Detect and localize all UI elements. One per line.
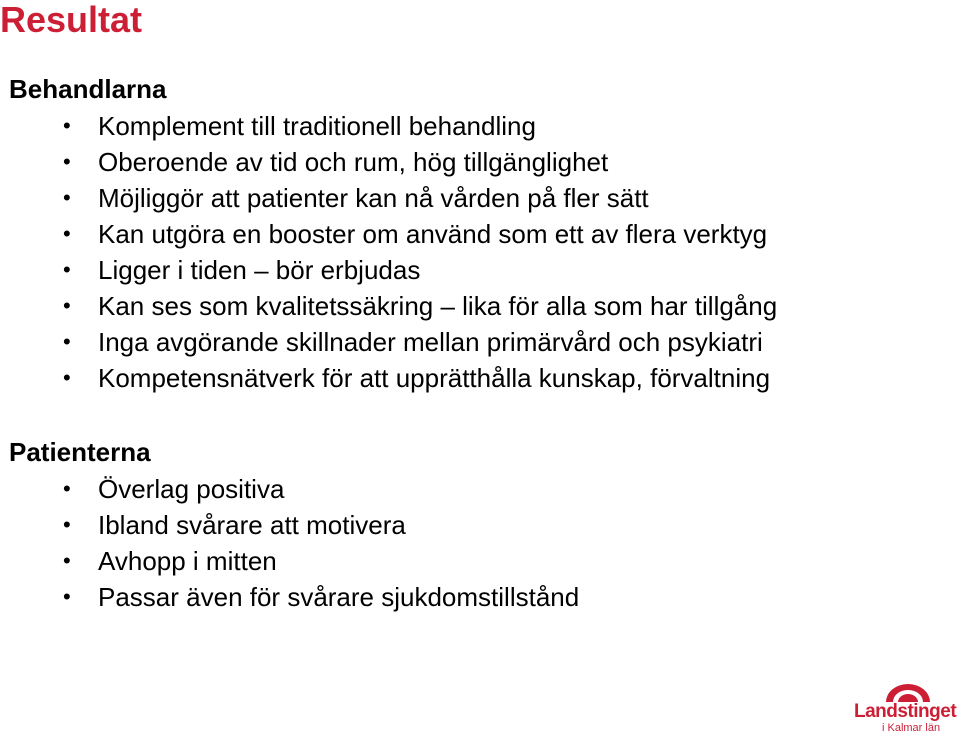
list-item — [9, 288, 777, 324]
list-item — [9, 360, 777, 396]
bullet-icon: • — [63, 149, 71, 174]
list-item — [9, 252, 777, 288]
list-item-text: Ibland svårare att motivera — [98, 510, 406, 540]
bullet-icon: • — [63, 476, 71, 501]
list-item — [9, 507, 579, 543]
bullet-list-behandlarna — [9, 108, 777, 396]
list-item — [9, 579, 579, 615]
list-item-text: Oberoende av tid och rum, hög tillgänglighet — [98, 147, 609, 177]
bullet-icon: • — [63, 293, 71, 318]
bullet-icon: • — [63, 584, 71, 609]
bullet-icon: • — [63, 185, 71, 210]
bullet-icon: • — [63, 113, 71, 138]
list-item-text: Kompetensnätverk för att upprätthålla kunskap, förvaltning — [98, 363, 771, 393]
list-item — [9, 108, 777, 144]
bullet-icon: • — [63, 548, 71, 573]
list-item-text: Möjliggör att patienter kan nå vården på fler sätt — [98, 183, 649, 213]
section-heading-patienterna: Patienterna — [9, 437, 151, 467]
list-item — [9, 180, 777, 216]
slide-title: Resultat — [0, 0, 143, 40]
list-item-text: Avhopp i mitten — [98, 546, 277, 576]
list-item-text: Komplement till traditionell behandling — [98, 111, 536, 141]
landstinget-logo — [852, 680, 956, 736]
bullet-list-patienterna — [9, 471, 579, 615]
logo-subtitle: i Kalmar län — [882, 722, 941, 734]
list-item-text: Inga avgörande skillnader mellan primärvård och psykiatri — [98, 327, 763, 357]
list-item-text: Kan utgöra en booster om använd som ett av flera verktyg — [98, 219, 768, 249]
logo-name: Landstinget — [854, 701, 957, 722]
section-heading-behandlarna: Behandlarna — [9, 74, 167, 104]
list-item-text: Passar även för svårare sjukdomstillstånd — [98, 582, 580, 612]
list-item — [9, 324, 777, 360]
list-item — [9, 144, 777, 180]
bullet-icon: • — [63, 257, 71, 282]
bullet-icon: • — [63, 512, 71, 537]
list-item — [9, 471, 579, 507]
bullet-icon: • — [63, 221, 71, 246]
list-item — [9, 543, 579, 579]
list-item-text: Ligger i tiden – bör erbjudas — [98, 255, 421, 285]
bullet-icon: • — [63, 365, 71, 390]
list-item — [9, 216, 777, 252]
list-item-text: Överlag positiva — [98, 474, 285, 504]
list-item-text: Kan ses som kvalitetssäkring – lika för alla som har tillgång — [98, 291, 778, 321]
bullet-icon: • — [63, 329, 71, 354]
